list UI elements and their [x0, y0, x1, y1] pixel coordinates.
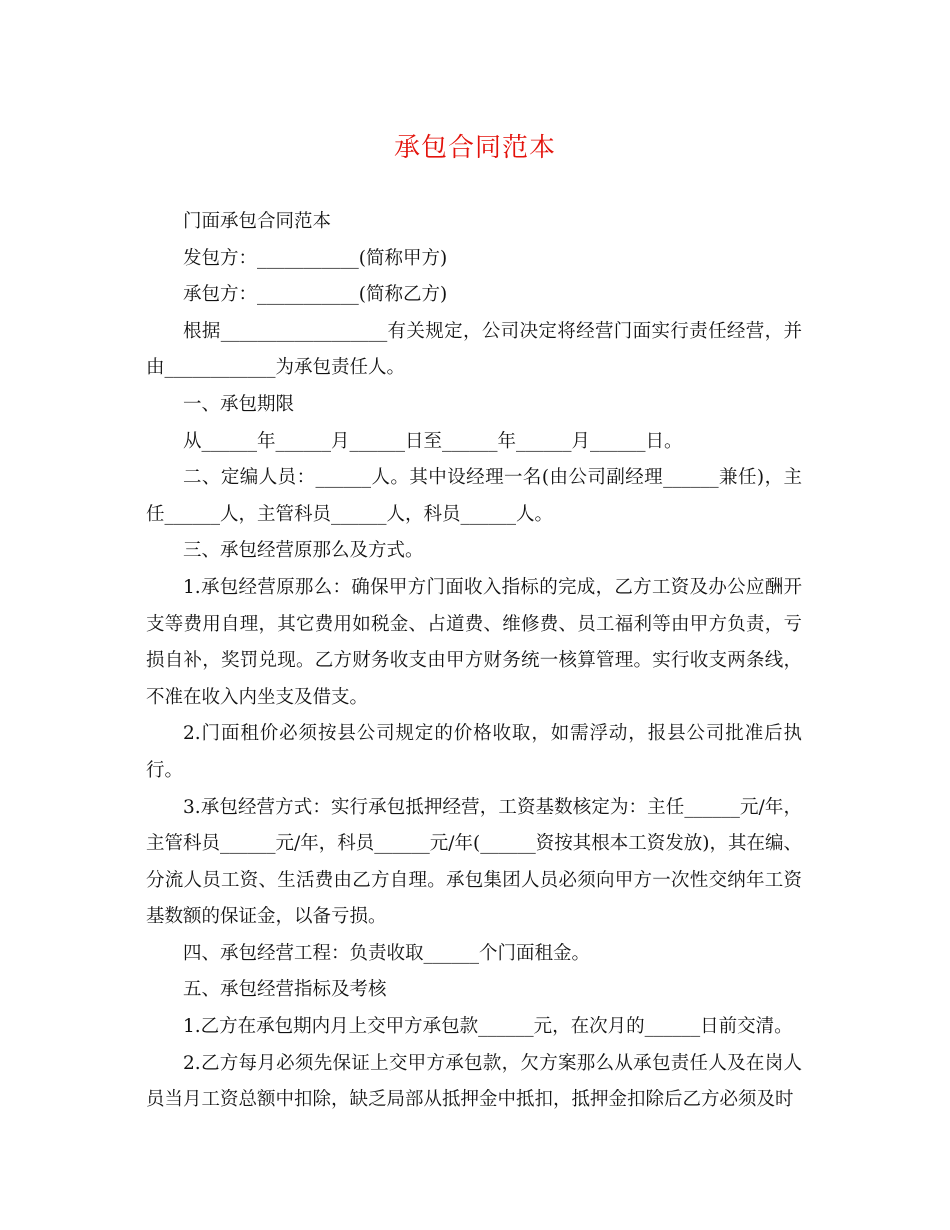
section-heading-term: 一、承包期限	[183, 393, 295, 415]
section-heading-projects: 四、承包经营工程：负责收取______个门面租金。	[183, 942, 591, 964]
document-body	[146, 204, 802, 1119]
indicators-clause-1: 1.乙方在承包期内月上交甲方承包款______元，在次月的______日前交清。	[183, 1016, 793, 1038]
section-heading-principles: 三、承包经营原那么及方式。	[183, 540, 424, 562]
subtitle-paragraph: 门面承包合同范本	[183, 211, 332, 232]
section-heading-indicators: 五、承包经营指标及考核	[183, 979, 387, 1001]
principles-clause-1: 1.承包经营原那么：确保甲方门面收入指标的完成，乙方工资及办公应酬开支等费用自理，其它费用如税金、占道费、维修费、员工福利等由甲方负责，亏损自补，奖罚兑现。乙方财务收支由甲方财务统一核算管理。实行收支两条线，不准在收入内坐支及借支。	[146, 576, 802, 708]
document-title: 承包合同范本	[393, 133, 556, 163]
basis-paragraph: 根据__________________有关规定，公司决定将经营门面实行责任经营，并由____________为承包责任人。	[146, 320, 802, 379]
term-dates-paragraph: 从______年______月______日至______年______月______日。	[183, 430, 683, 452]
staffing-paragraph: 二、定编人员：______人。其中设经理一名(由公司副经理______兼任)，主任______人，主管科员______人，科员______人。	[146, 467, 802, 525]
indicators-clause-2: 2.乙方每月必须先保证上交甲方承包款，欠方案那么从承包责任人及在岗人员当月工资总额中扣除，缺乏局部从抵押金中抵扣，抵押金扣除后乙方必须及时	[146, 1052, 802, 1111]
principles-clause-2: 2.门面租价必须按县公司规定的价格收取，如需浮动，报县公司批准后执行。	[146, 723, 802, 781]
contractor-party-b-paragraph: 承包方：___________(简称乙方)	[183, 284, 448, 306]
contractor-party-a-paragraph: 发包方：___________(简称甲方)	[183, 247, 448, 269]
principles-clause-3: 3.承包经营方式：实行承包抵押经营，工资基数核定为：主任______元/年，主管科员______元/年，科员______元/年(______资按其根本工资发放)，其在编、分流人员工资、生活费由乙方自理。承包集团人员必须向甲方一次性交纳年工资基数额的保证金，以备亏损。	[146, 796, 802, 928]
